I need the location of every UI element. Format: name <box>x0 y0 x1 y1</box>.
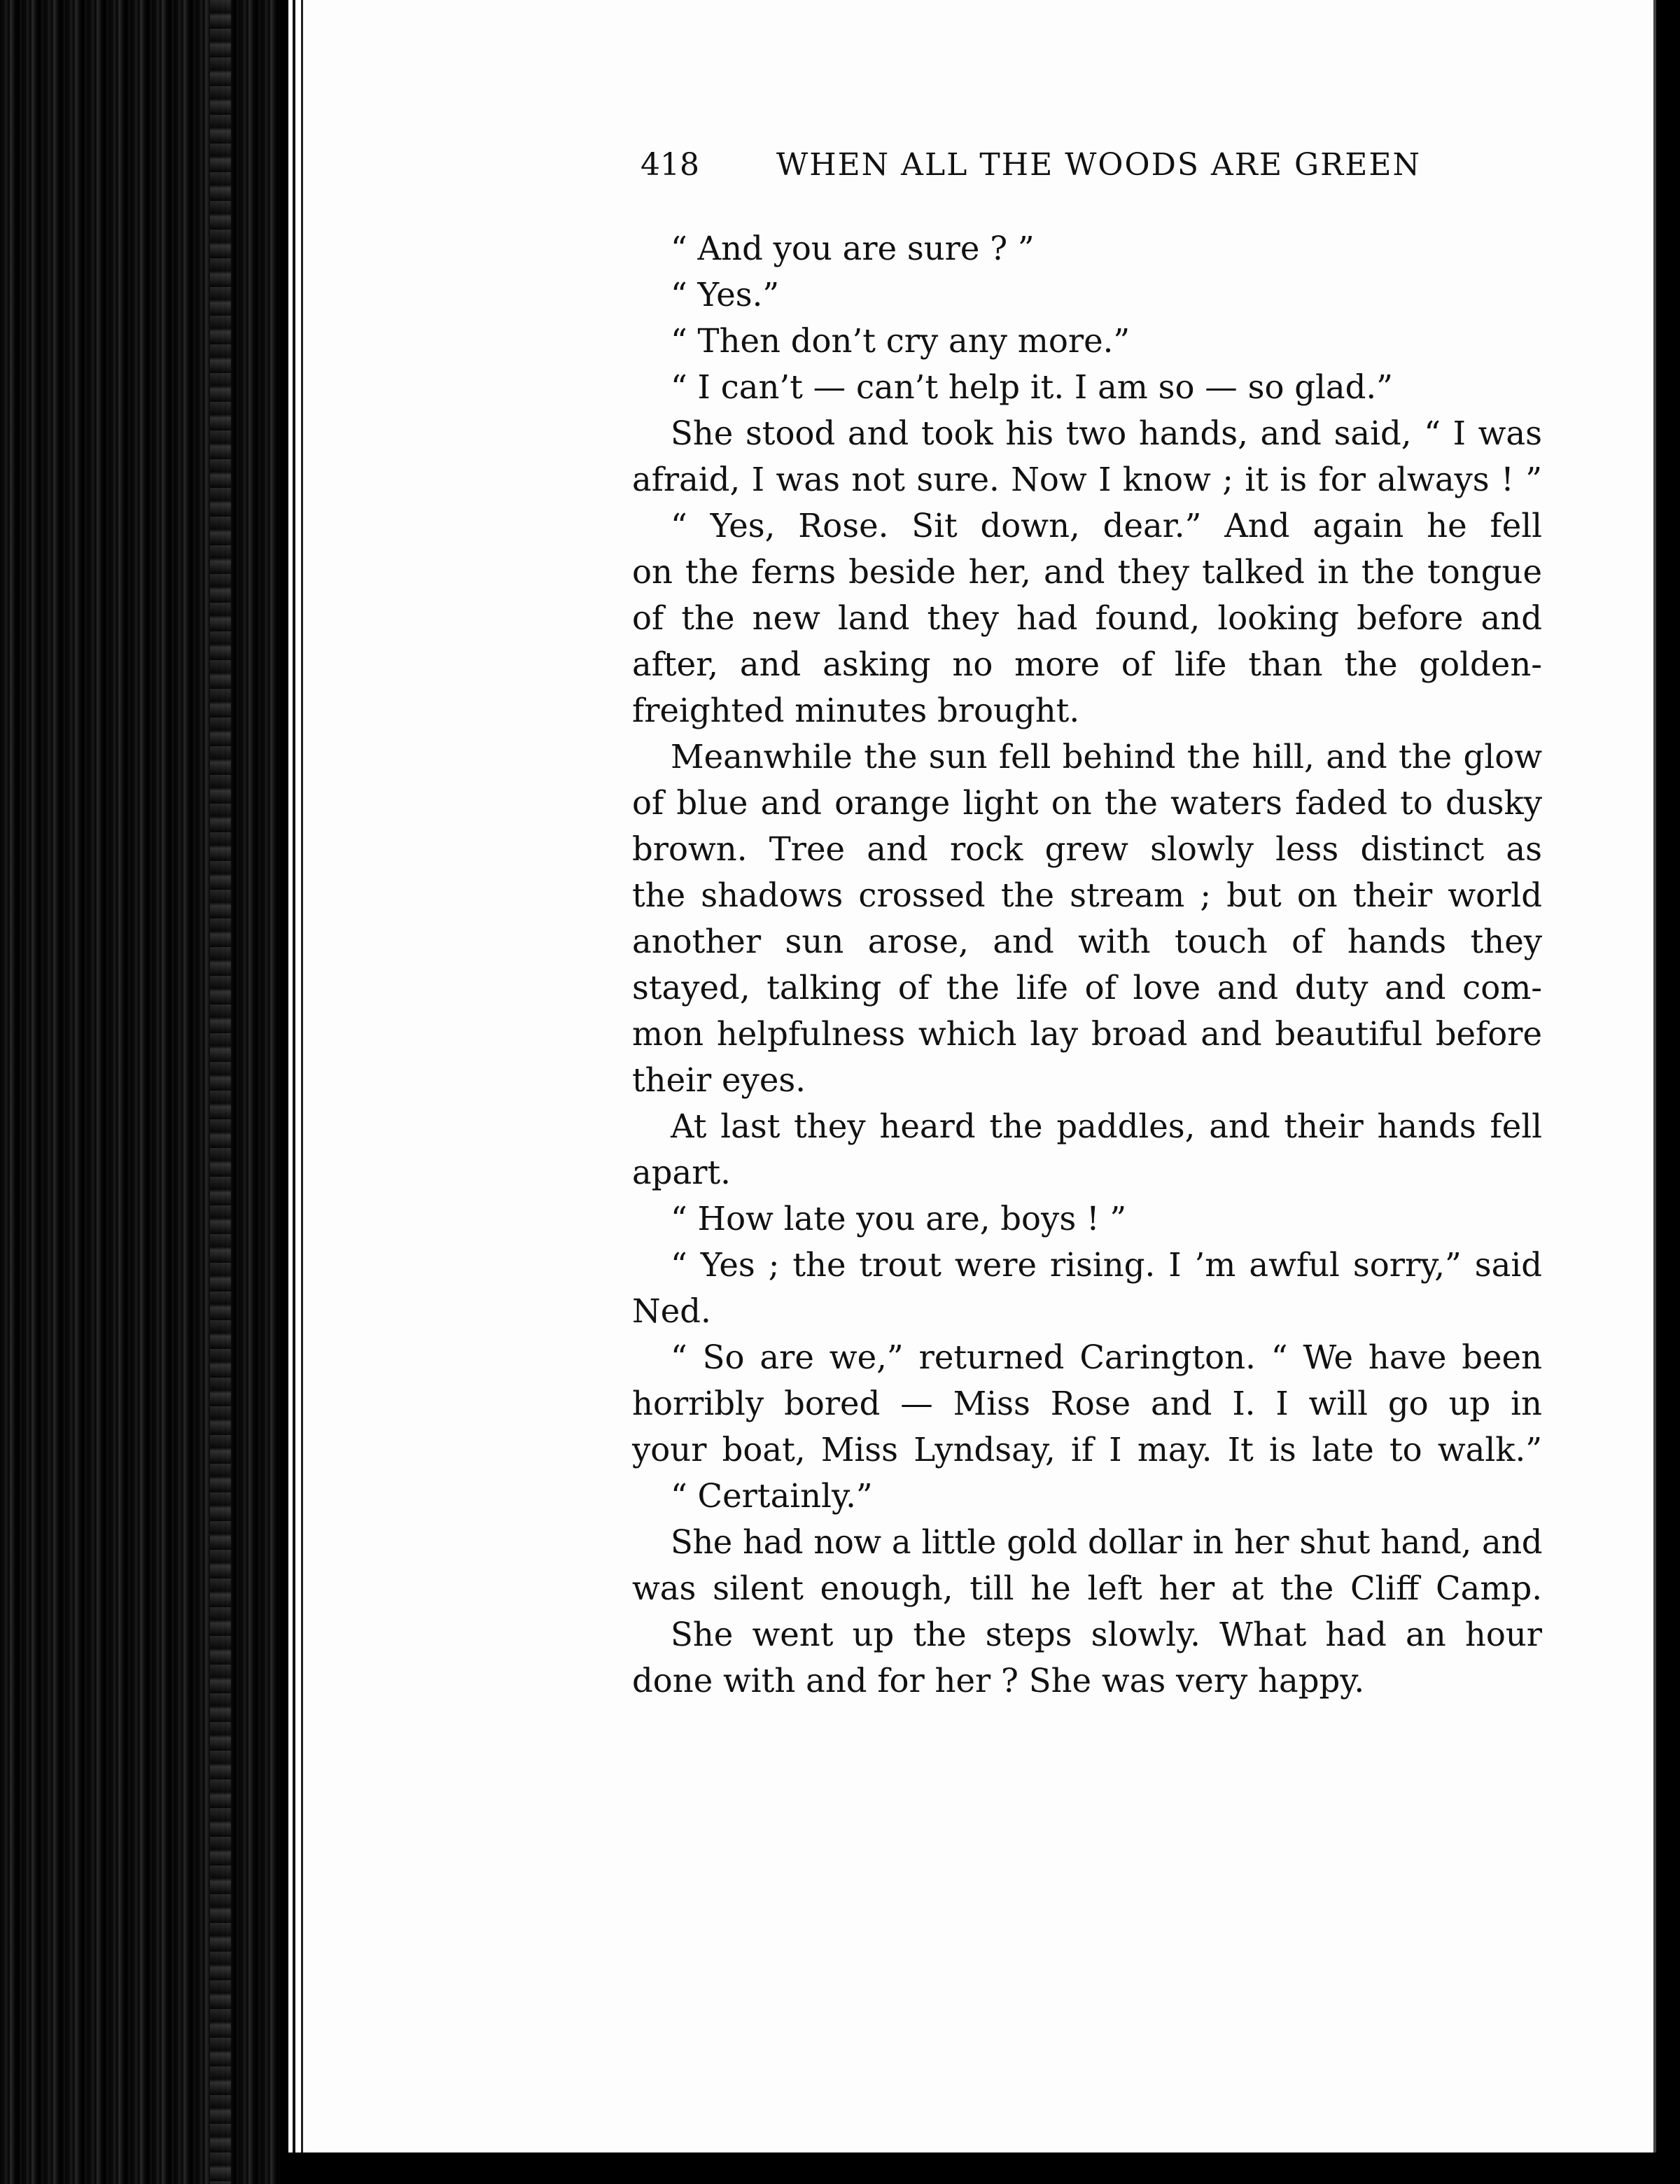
text-line: after, and asking no more of life than the golden- <box>632 645 1542 683</box>
running-header <box>640 147 1421 189</box>
bottom-shadow <box>280 2152 1680 2184</box>
text-line: the shadows crossed the stream ; but on their world <box>632 876 1542 914</box>
text-line: “ Certainly.” <box>671 1477 873 1515</box>
text-line: your boat, Miss Lyndsay, if I may. It is late to walk.” <box>632 1431 1542 1469</box>
text-line: “ And you are sure ? ” <box>671 230 1035 267</box>
text-line: another sun arose, and with touch of hands they <box>632 923 1542 960</box>
running-title: WHEN ALL THE WOODS ARE GREEN <box>776 147 1421 183</box>
binding-texture <box>210 0 231 2184</box>
text-line: afraid, I was not sure. Now I know ; it is for always ! ” <box>632 461 1542 498</box>
text-line: stayed, talking of the life of love and duty and com- <box>632 969 1542 1007</box>
gutter-edge <box>293 0 295 2184</box>
text-line: done with and for her ? She was very happy. <box>632 1662 1365 1700</box>
text-line: She went up the steps slowly. What had an hour <box>671 1616 1542 1653</box>
text-line: “ Then don’t cry any more.” <box>671 322 1130 360</box>
text-line: “ So are we,” returned Carington. “ We have been <box>671 1338 1542 1376</box>
text-line: She stood and took his two hands, and said, “ I was <box>671 414 1542 452</box>
text-line: Meanwhile the sun fell behind the hill, and the glow <box>671 738 1542 776</box>
text-line: freighted minutes brought. <box>632 692 1080 729</box>
text-line: “ Yes.” <box>671 276 780 314</box>
text-line: apart. <box>632 1154 731 1191</box>
gutter-edge <box>301 0 303 2184</box>
text-line: “ How late you are, boys ! ” <box>671 1200 1127 1238</box>
body-text <box>632 225 1542 1704</box>
text-line: their eyes. <box>632 1061 806 1099</box>
text-line: was silent enough, till he left her at the Cliff Camp. <box>632 1569 1542 1607</box>
text-line: horribly bored — Miss Rose and I. I will go up in <box>632 1385 1542 1422</box>
next-page-edge <box>1656 0 1680 2184</box>
text-line: on the ferns beside her, and they talked in the tongue <box>632 553 1542 591</box>
text-line: At last they heard the paddles, and their hands fell <box>671 1107 1542 1145</box>
text-line: Ned. <box>632 1292 711 1330</box>
text-line: She had now a little gold dollar in her shut hand, and <box>671 1523 1542 1561</box>
text-line: mon helpfulness which lay broad and beautiful before <box>632 1015 1542 1053</box>
text-line: “ Yes ; the trout were rising. I ’m awful sorry,” said <box>671 1246 1542 1284</box>
text-line: of the new land they had found, looking before and <box>632 599 1542 637</box>
text-line: “ I can’t — can’t help it. I am so — so glad.” <box>671 368 1393 406</box>
gutter-edge <box>280 0 288 2184</box>
text-line: brown. Tree and rock grew slowly less distinct as <box>632 830 1542 868</box>
page-number: 418 <box>640 147 699 183</box>
text-line: “ Yes, Rose. Sit down, dear.” And again he fell <box>671 507 1542 545</box>
book-binding <box>0 0 280 2184</box>
text-line: of blue and orange light on the waters faded to dusky <box>632 784 1542 822</box>
